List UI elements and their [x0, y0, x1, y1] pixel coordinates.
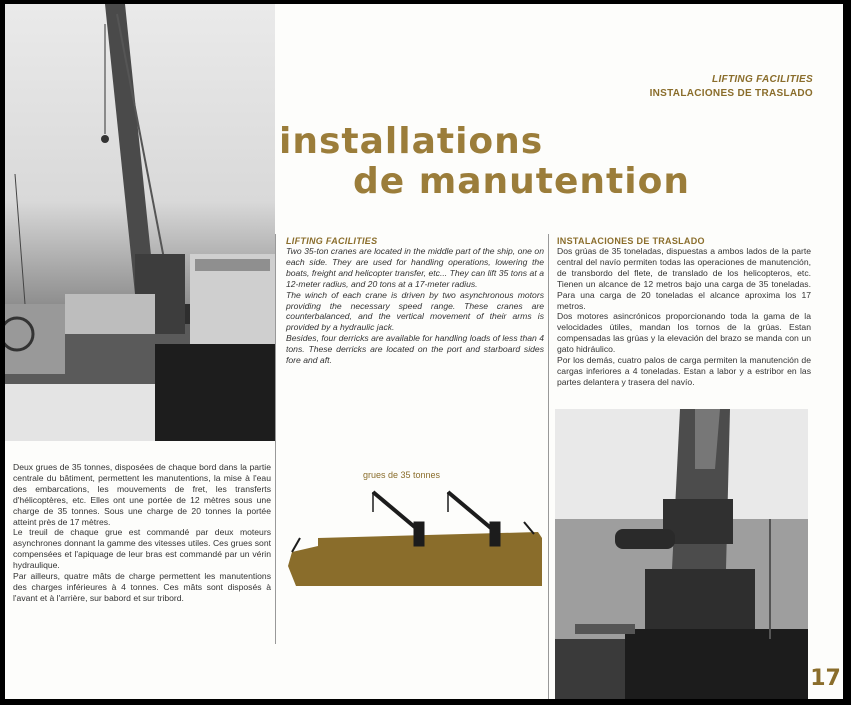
french-paragraph: Deux grues de 35 tonnes, disposées de chaque bord dans la partie centrale du bâtiment, permettent les manutentions, la mise à l'eau des embarcations, les mouvements de fret, les transferts d'hélicoptères, etc. Elles ont une portée de 12 mètres sous une charge de 35 tonnes. Sous une charge de 20 tonnes la portée atteint près de 17 mètres. — [13, 462, 271, 527]
page-number: 17 — [808, 659, 843, 699]
spanish-heading: INSTALACIONES DE TRASLADO — [557, 236, 705, 246]
ship-cranes-diagram — [288, 482, 548, 592]
english-paragraph: Two 35-ton cranes are located in the middle part of the ship, one on each side. They are used for handling operations, lowering the boats, freight and helicopter transfer, etc... They can lift 35 tons at a 12-meter radius, and 20 tons at a 17-meter radius. — [286, 246, 544, 289]
english-paragraph: Besides, four derricks are available for handling loads of less than 4 tons. These derricks are located on the port and starboard sides fore and aft. — [286, 333, 544, 366]
french-paragraph: Le treuil de chaque grue est commandé par deux moteurs asynchrones donnant la gamme des vitesses utiles. Ces grues sont compensées et l'apiquage de leur bras est commandé par un vérin hydraulique. — [13, 527, 271, 571]
diagram-label: grues de 35 tonnes — [363, 470, 441, 480]
spanish-text — [557, 246, 811, 388]
french-paragraph: Par ailleurs, quatre mâts de charge permettent les manutentions des charges inférieures à 4 tonnes. Ces mâts sont disposés à l'avant et à l'arrière, sur babord et sur tribord. — [13, 571, 271, 603]
column-divider — [275, 234, 276, 644]
ship-crane-photo — [5, 4, 275, 441]
header-spanish: INSTALACIONES DE TRASLADO — [649, 88, 813, 99]
english-heading: LIFTING FACILITIES — [286, 236, 378, 246]
spanish-paragraph: Dos motores asincrónicos proporcionando toda la gama de la velocidades útiles, mandan los tornos de la grúas. Estan compensadas las grúas y la elevación del brazo se manda con un gato hidráulico. — [557, 311, 811, 355]
document-page — [5, 4, 843, 699]
spanish-paragraph: Por los demás, cuatro palos de carga permiten la manutención de cargas inferiores a 4 toneladas. Estan a labor y a estribor en las partes delantera y trasera del navío. — [557, 355, 811, 387]
english-text — [286, 246, 544, 366]
french-text — [13, 462, 271, 604]
crane-closeup-photo — [555, 409, 808, 699]
spanish-paragraph: Dos grúas de 35 toneladas, dispuestas a ambos lados de la parte central del navío permiten todas las operaciones de manutención, de transbordo del flete, de translado de los helicopteros, etc. Tienen un alcance de 12 metros bajo una carga de 35 toneladas. Para una carga de 20 toneladas el alcance aproxima los 17 metros. — [557, 246, 811, 311]
column-divider — [548, 234, 549, 699]
english-paragraph: The winch of each crane is driven by two asynchronous motors providing the necessary speed range. These cranes are counterbalanced, and the vertical movement of their arms is provided by a hydraulic jack. — [286, 289, 544, 333]
header-english: LIFTING FACILITIES — [712, 74, 813, 85]
page-title-line1: installations — [279, 121, 544, 162]
page-title-line2: de manutention — [353, 161, 690, 202]
